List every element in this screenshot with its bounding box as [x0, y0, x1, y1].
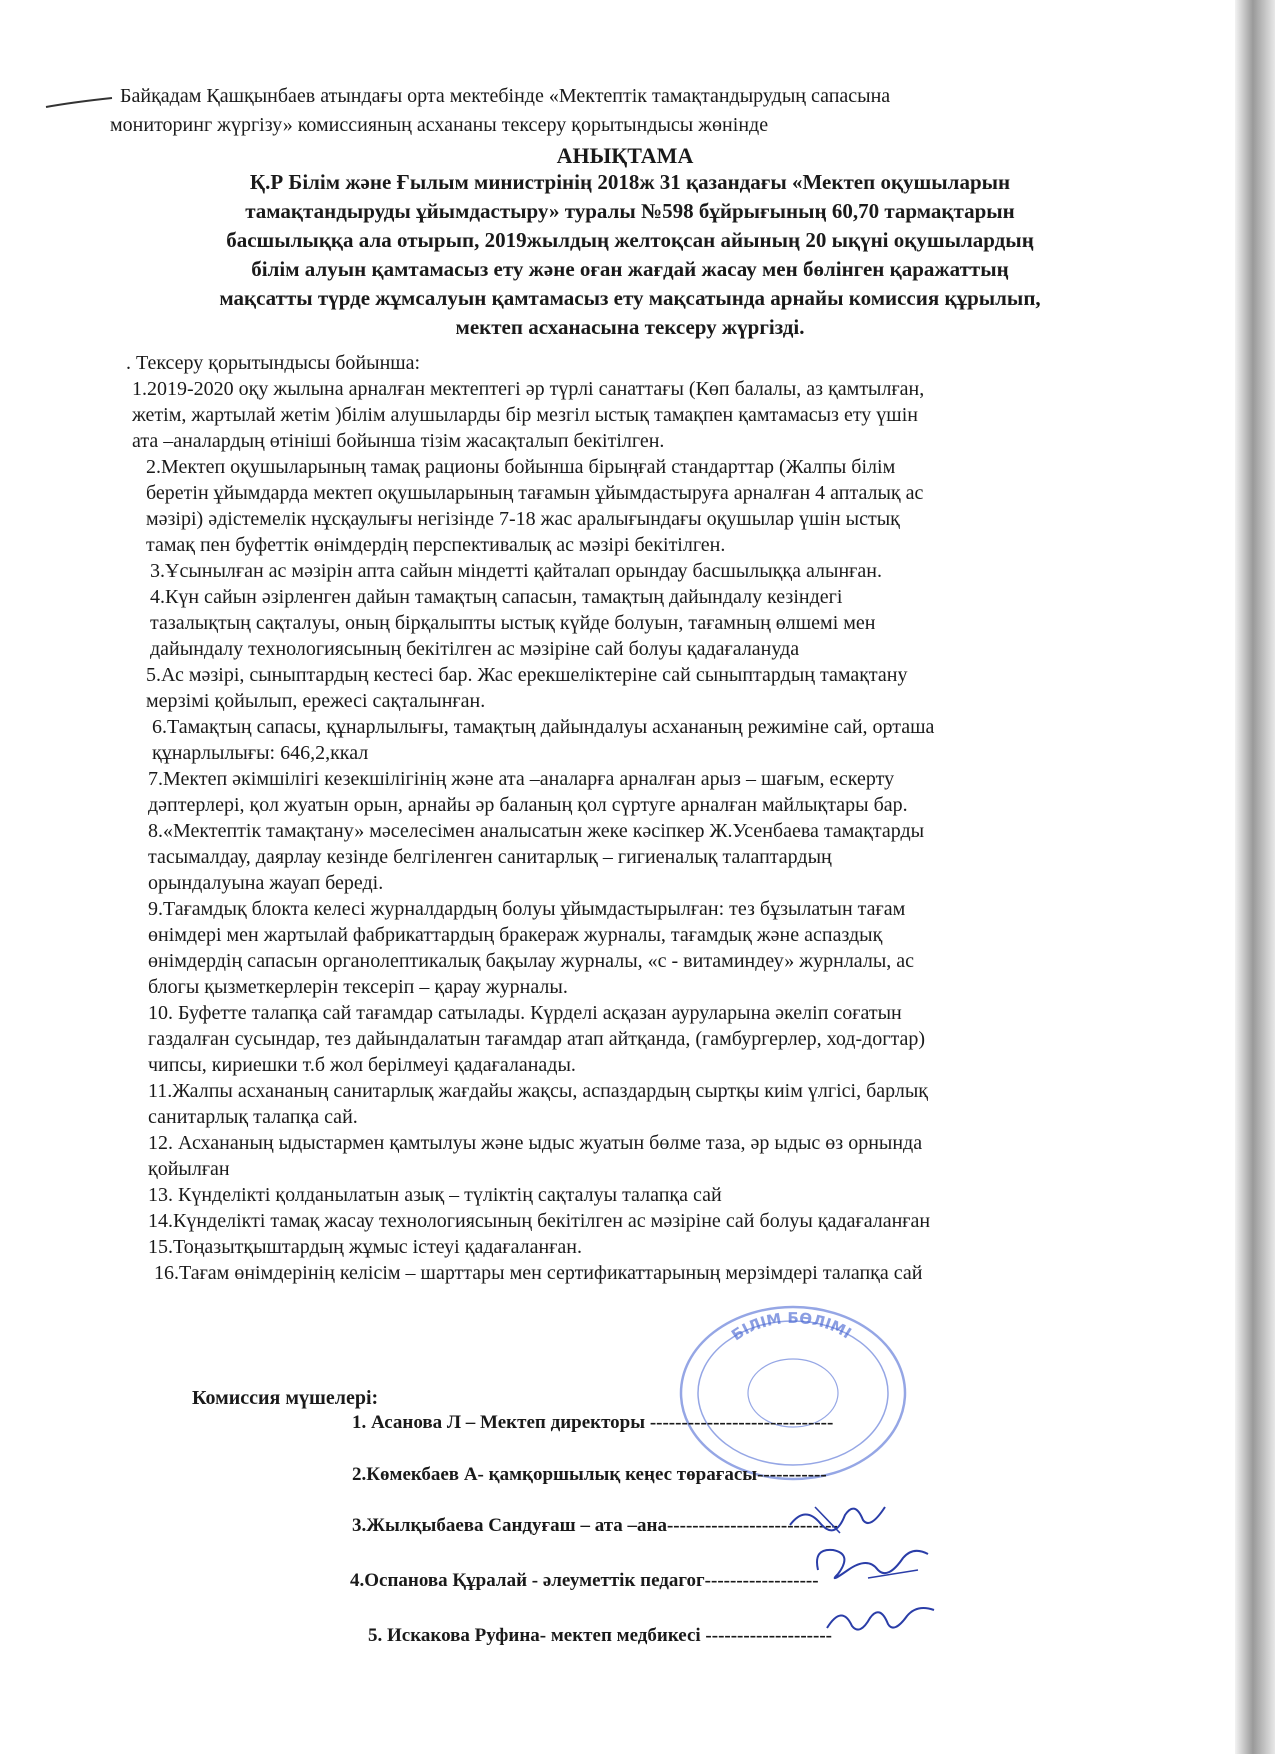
finding-line: 3.Ұсынылған ас мәзірін апта сайын міндетті қайталап орындау басшылыққа алынған. [150, 560, 882, 582]
finding-line: жетім, жартылай жетім )білім алушыларды бір мезгіл ыстық тамақпен қамтамасыз ету үшін [132, 404, 918, 426]
signature-3 [785, 1495, 895, 1537]
finding-line: 16.Тағам өнімдерінің келісім – шарттары мен сертификаттарының мерзімдері талапқа сай [154, 1262, 923, 1284]
preamble-line: тамақтандыруды ұйымдастыру» туралы №598 бұйрығының 60,70 тармақтарын [245, 199, 1015, 223]
svg-text:БІЛІМ БӨЛІМІ: БІЛІМ БӨЛІМІ [728, 1308, 855, 1345]
finding-line: 2.Мектеп оқушыларының тамақ рационы бойынша бірыңғай стандарттар (Жалпы білім [146, 456, 896, 478]
finding-line: 7.Мектеп әкімшілігі кезекшілігінің және ата –аналарға арналған арыз – шағым, ескерту [148, 768, 895, 790]
finding-line: тазалықтың сақталуы, оның бірқалыпты ыстық күйде болуын, тағамның өлшемі мен [150, 612, 876, 634]
member-line: 4.Оспанова Құралай - әлеуметтік педагог------------------ [350, 1570, 819, 1591]
finding-line: . Тексеру қорытындысы бойынша: [126, 352, 421, 374]
finding-line: беретін ұйымдарда мектеп оқушыларының тағамын ұйымдастыруға арналған 4 апталық ас [146, 482, 924, 504]
signature-5 [822, 1596, 942, 1640]
preamble-line: білім алуын қамтамасыз ету және оған жағдай жасау мен бөлінген қаражаттың [251, 257, 1009, 281]
finding-line: 5.Ас мәзірі, сыныптардың кестесі бар. Жас ерекшеліктеріне сай сыныптардың тамақтану [146, 664, 908, 686]
finding-line: орындалуына жауап береді. [148, 872, 384, 894]
finding-line: 12. Асхананың ыдыстармен қамтылуы және ыдыс жуатын бөлме таза, әр ыдыс өз орнында [148, 1132, 923, 1154]
finding-line: 10. Буфетте талапқа сай тағамдар сатылады. Күрделі асқазан ауруларына әкеліп соғатын [148, 1002, 902, 1024]
finding-line: 13. Күнделікті қолданылатын азық – түліктің сақталуы талапқа сай [148, 1184, 722, 1206]
finding-line: 11.Жалпы асхананың санитарлық жағдайы жақсы, аспаздардың сыртқы киім үлгісі, барлық [148, 1080, 928, 1102]
member-line: 5. Искакова Руфина- мектеп медбикесі -------------------- [368, 1625, 832, 1646]
finding-line: 14.Күнделікті тамақ жасау технологиясының бекітілген ас мәзіріне сай болуы қадағаланған [148, 1210, 931, 1232]
finding-line: санитарлық талапқа сай. [148, 1106, 358, 1128]
signature-4 [808, 1540, 938, 1586]
finding-line: 15.Тоңазытқыштардың жұмыс істеуі қадағаланған. [148, 1236, 582, 1258]
commission-label: Комиссия мүшелері: [192, 1387, 379, 1409]
finding-line: дайындалу технологиясының бекітілген ас мәзіріне сай болуы қадағалануда [150, 638, 800, 660]
finding-line: 6.Тамақтың сапасы, құнарлылығы, тамақтың дайындалуы асхананың режиміне сай, орташа [152, 716, 935, 738]
finding-line: блогы қызметкерлерін тексеріп – қарау журналы. [148, 976, 568, 998]
intro-line-2: мониторинг жүргізу» комиссияның асхананы тексеру қорытындысы жөнінде [110, 114, 769, 136]
finding-line: өнімдердің сапасын органолептикалық бақылау журналы, «с - витаминдеу» журнлалы, ас [148, 950, 915, 972]
member-line: 3.Жылқыбаева Сандуғаш – ата –ана--------------------------- [352, 1515, 838, 1536]
member-line: 2.Көмекбаев А- қамқоршылық кеңес төрағасы----------- [352, 1464, 827, 1485]
preamble-line: мақсатты түрде жұмсалуын қамтамасыз ету мақсатында арнайы комиссия құрылып, [219, 286, 1041, 310]
finding-line: 8.«Мектептік тамақтану» мәселесімен аналысатын жеке кәсіпкер Ж.Усенбаева тамақтарды [148, 820, 925, 842]
finding-line: қойылған [148, 1158, 230, 1180]
member-line: 1. Асанова Л – Мектеп директоры ----------------------------- [352, 1412, 834, 1433]
finding-line: тасымалдау, даярлау кезінде белгіленген санитарлық – гигиеналық талаптардың [148, 846, 832, 868]
finding-line: өнімдері мен жартылай фабрикаттардың бракераж журналы, тағамдық және аспаздық [148, 924, 883, 946]
finding-line: құнарлылығы: 646,2,ккал [152, 742, 369, 764]
finding-line: мерзімі қойылып, ережесі сақталынған. [146, 690, 486, 712]
intro-line-1: Байқадам Қашқынбаев атындағы орта мектебінде «Мектептік тамақтандырудың сапасына [120, 85, 891, 107]
finding-line: дәптерлері, қол жуатын орын, арнайы әр баланың қол сүртуге арналған майлықтары бар. [148, 794, 908, 816]
finding-line: газдалған сусындар, тез дайындалатын тағамдар атап айтқанда, (гамбургерлер, ход-догтар) [148, 1028, 926, 1050]
preamble-line: басшылыққа ала отырып, 2019жылдың желтоқсан айының 20 ықүні оқушылардың [226, 228, 1034, 252]
finding-line: ата –аналардың өтініші бойынша тізім жасақталып бекітілген. [132, 430, 665, 452]
finding-line: 9.Тағамдық блокта келесі журналдардың болуы ұйымдастырылған: тез бұзылатын тағам [148, 898, 906, 920]
finding-line: тамақ пен буфеттік өнімдердің перспективалық ас мәзірі бекітілген. [146, 534, 726, 556]
finding-line: 1.2019-2020 оқу жылына арналған мектептегі әр түрлі санаттағы (Көп балалы, аз қамтылған, [132, 378, 925, 400]
finding-line: 4.Күн сайын әзірленген дайын тамақтың сапасын, тамақтың дайындалу кезіндегі [150, 586, 843, 608]
document-title: АНЫҚТАМА [556, 143, 694, 168]
preamble-line: мектеп асханасына тексеру жүргізді. [455, 315, 805, 339]
finding-line: чипсы, кириешки т.б жол берілмеуі қадағаланады. [148, 1054, 576, 1076]
preamble-line: Қ.Р Білім және Ғылым министрінің 2018ж 31 қазандағы «Мектеп оқушыларын [249, 170, 1011, 194]
finding-line: мәзірі) әдістемелік нұсқаулығы негізінде 7-18 жас аралығындағы оқушылар үшін ыстық [146, 508, 900, 530]
